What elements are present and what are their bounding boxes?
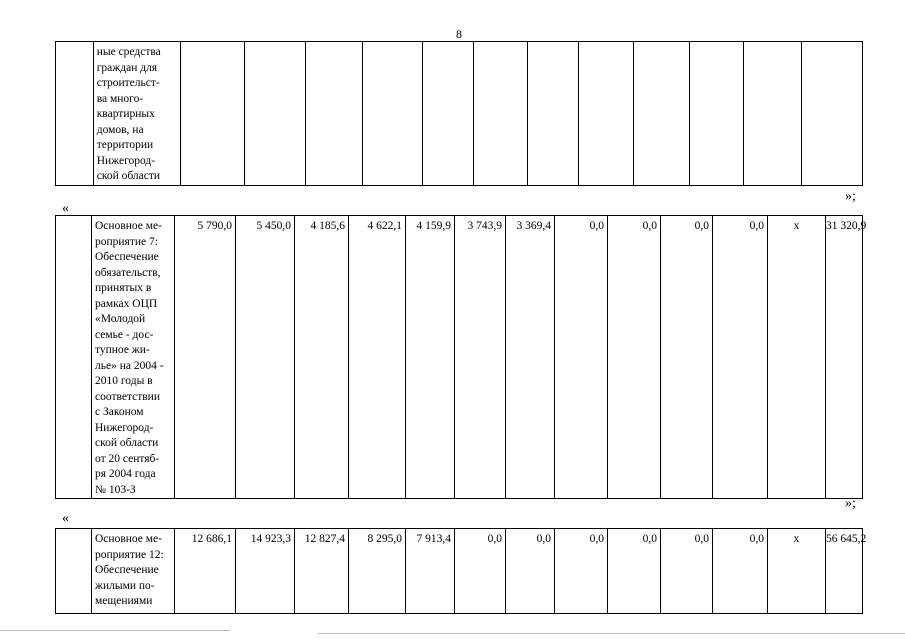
desc-line: территории bbox=[96, 139, 154, 151]
desc-line: квартирных bbox=[96, 108, 155, 120]
row-description bbox=[92, 529, 175, 614]
value-cell: 0,0 bbox=[661, 529, 713, 614]
desc-line: граждан для bbox=[96, 61, 158, 74]
scan-edge-line bbox=[0, 630, 230, 631]
value-cell: 0,0 bbox=[506, 529, 555, 614]
row-description bbox=[93, 42, 180, 186]
value-cell: 12 827,4 bbox=[295, 529, 349, 614]
opening-quote: « bbox=[62, 511, 69, 526]
value-cell bbox=[578, 42, 634, 186]
desc-line: ные средства bbox=[96, 46, 161, 58]
desc-line: лье» на 2004 - bbox=[95, 359, 164, 372]
value-cell: 14 923,3 bbox=[236, 529, 295, 614]
desc-line: роприятие 12: bbox=[95, 548, 164, 561]
desc-line: соответствии bbox=[95, 390, 160, 403]
value-cell: 3 743,9 bbox=[455, 216, 506, 499]
desc-line: ря 2004 года bbox=[95, 468, 156, 480]
opening-quote: « bbox=[62, 201, 69, 216]
value-cell bbox=[802, 42, 863, 186]
value-cell: х bbox=[768, 216, 826, 499]
value-cell: 0,0 bbox=[555, 216, 608, 499]
desc-line: «Молодой bbox=[95, 313, 146, 325]
desc-line: домов, на bbox=[96, 123, 144, 136]
table-block-1 bbox=[55, 41, 863, 186]
empty-cell bbox=[56, 42, 94, 186]
value-cell: 4 185,6 bbox=[295, 216, 349, 499]
table-block-3 bbox=[55, 528, 867, 614]
value-cell: 5 790,0 bbox=[175, 216, 236, 499]
value-cell: 12 686,1 bbox=[175, 529, 236, 614]
value-cell: х bbox=[768, 529, 826, 614]
desc-line: жилыми по- bbox=[95, 579, 155, 592]
desc-line: Обеспечение bbox=[95, 564, 159, 576]
scan-edge-line bbox=[318, 633, 905, 634]
value-cell bbox=[363, 42, 423, 186]
value-cell: 0,0 bbox=[661, 216, 713, 499]
value-cell: 8 295,0 bbox=[349, 529, 406, 614]
value-cell bbox=[180, 42, 244, 186]
desc-line: с Законом bbox=[95, 406, 144, 418]
desc-line: ской области bbox=[95, 437, 159, 449]
desc-line: мещениями bbox=[95, 595, 153, 607]
table-row bbox=[56, 529, 863, 614]
desc-line: Основное ме- bbox=[95, 533, 162, 545]
desc-line: Основное ме- bbox=[95, 220, 162, 232]
desc-line: от 20 сентяб- bbox=[95, 452, 160, 465]
closing-quote: »; bbox=[845, 496, 856, 511]
desc-line: Нижегород- bbox=[96, 154, 156, 167]
desc-line: роприятие 7: bbox=[95, 235, 158, 248]
table-block-2 bbox=[55, 215, 867, 499]
value-cell: 0,0 bbox=[555, 529, 608, 614]
value-cell: 0,0 bbox=[608, 529, 661, 614]
row-description bbox=[92, 216, 175, 499]
value-cell: 3 369,4 bbox=[506, 216, 555, 499]
value-cell: 5 450,0 bbox=[236, 216, 295, 499]
desc-line: ва много- bbox=[96, 92, 144, 105]
value-cell bbox=[527, 42, 578, 186]
value-cell bbox=[474, 42, 527, 186]
empty-cell bbox=[56, 529, 92, 614]
value-cell: 4 622,1 bbox=[349, 216, 406, 499]
value-cell bbox=[306, 42, 363, 186]
value-cell bbox=[422, 42, 473, 186]
desc-line: Обеспечение bbox=[95, 251, 159, 263]
value-cell: 0,0 bbox=[713, 529, 768, 614]
desc-line: Нижегород- bbox=[95, 421, 154, 434]
desc-line: принятых в bbox=[95, 282, 152, 294]
value-cell: 7 913,4 bbox=[406, 529, 455, 614]
value-cell: 0,0 bbox=[713, 216, 768, 499]
value-cell bbox=[744, 42, 802, 186]
value-cell: 56 645,2 bbox=[826, 529, 863, 614]
value-cell: 4 159,9 bbox=[406, 216, 455, 499]
value-cell: 0,0 bbox=[455, 529, 506, 614]
value-cell bbox=[689, 42, 743, 186]
desc-line: тупное жи- bbox=[95, 344, 150, 356]
desc-line: ской области bbox=[96, 170, 161, 182]
table-row bbox=[56, 42, 863, 186]
value-cell bbox=[634, 42, 690, 186]
desc-line: строительст- bbox=[96, 77, 160, 89]
desc-line: семье - дос- bbox=[95, 328, 154, 341]
closing-quote: »; bbox=[845, 189, 856, 204]
desc-line: 2010 годы в bbox=[95, 375, 153, 387]
value-cell: 31 320,9 bbox=[826, 216, 863, 499]
desc-line: обязательств, bbox=[95, 266, 161, 279]
desc-line: рамках ОЦП bbox=[95, 297, 158, 310]
page-number: 8 bbox=[456, 27, 462, 41]
empty-cell bbox=[56, 216, 92, 499]
desc-line: № 103-З bbox=[95, 483, 136, 496]
value-cell bbox=[244, 42, 306, 186]
table-row bbox=[56, 216, 863, 499]
value-cell: 0,0 bbox=[608, 216, 661, 499]
